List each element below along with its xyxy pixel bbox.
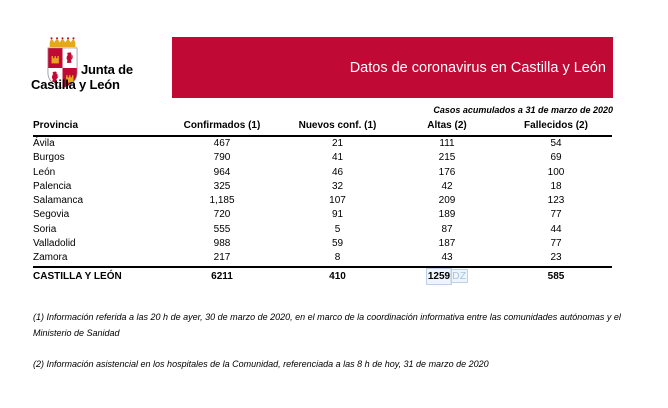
value-cell: 215: [438, 152, 456, 164]
value-cell: 988: [213, 238, 231, 250]
value-cell: 46: [331, 166, 344, 178]
footnotes: [33, 309, 623, 372]
table-row: [33, 166, 612, 180]
table-row: [33, 237, 612, 251]
value-cell: 100: [547, 166, 565, 178]
total-label-cell: CASTILLA Y LEÓN: [33, 267, 163, 284]
value-cell: 23: [550, 252, 562, 264]
banner: [172, 37, 613, 98]
table-row: [33, 194, 612, 208]
column-header: Confirmados (1): [163, 120, 281, 136]
value-cell: 42: [441, 180, 453, 192]
value-cell: 32: [331, 180, 344, 192]
table-row: [33, 251, 612, 266]
value-cell: 59: [331, 238, 344, 250]
value-cell: 189: [438, 209, 456, 221]
total-value-cell: 410: [281, 267, 394, 284]
value-cell: 325: [213, 180, 231, 192]
value-cell: 18: [550, 180, 562, 192]
value-cell: 123: [547, 195, 565, 207]
value-cell: 21: [331, 138, 344, 149]
table-row: [33, 208, 612, 222]
logo-text-line2: Castilla y León: [31, 77, 120, 92]
value-cell: 176: [438, 166, 456, 178]
value-cell: 107: [329, 195, 346, 207]
value-cell: 54: [550, 138, 562, 149]
column-header: Provincia: [33, 120, 163, 136]
table-header-row: [33, 120, 612, 136]
value-cell: 91: [331, 209, 344, 221]
column-header: Altas (2): [394, 120, 500, 136]
footnote-2: (2) Información asistencial en los hospitales de la Comunidad, referenciada a las 8 h de hoy, 31 de marzo de 2020: [33, 359, 489, 369]
total-row: [33, 267, 612, 284]
province-cell: León: [33, 166, 56, 178]
value-cell: 44: [550, 223, 562, 235]
table-row: [33, 180, 612, 194]
logo-text-line1: Junta de: [81, 62, 133, 77]
total-value-cell: 585: [500, 267, 612, 284]
value-cell: 69: [550, 152, 562, 164]
value-cell: 555: [213, 223, 231, 235]
value-cell: 41: [331, 152, 344, 164]
altas-total-value: 1259: [427, 270, 451, 282]
province-cell: Salamanca: [33, 195, 84, 207]
province-cell: Ávila: [33, 138, 55, 149]
value-cell: 1,185: [209, 195, 235, 207]
value-cell: 77: [550, 209, 562, 221]
province-cell: Soria: [33, 223, 57, 235]
province-cell: Segovia: [33, 209, 70, 221]
banner-title: Datos de coronavirus en Castilla y León: [349, 59, 606, 76]
province-cell: Zamora: [33, 252, 68, 264]
cases-table: [33, 120, 612, 284]
footnote-1: (1) Información referida a las 20 h de ayer, 30 de marzo de 2020, en el marco de la coordinación informativa entre las comunidades autónomas y el Ministerio de Sanidad: [33, 312, 621, 338]
table-row: [33, 136, 612, 151]
column-header: Nuevos conf. (1): [281, 120, 394, 136]
value-cell: 87: [441, 223, 453, 235]
column-header: Fallecidos (2): [500, 120, 612, 136]
value-cell: 217: [213, 252, 231, 264]
value-cell: 43: [441, 252, 453, 264]
value-cell: 467: [213, 138, 231, 149]
value-cell: 8: [334, 252, 341, 264]
value-cell: 790: [213, 152, 231, 164]
value-cell: 964: [213, 166, 231, 178]
value-cell: 111: [439, 138, 455, 149]
value-cell: 5: [334, 223, 341, 235]
total-value-cell: [394, 267, 500, 284]
value-cell: 209: [438, 195, 456, 207]
province-cell: Palencia: [33, 180, 72, 192]
value-cell: 187: [438, 238, 456, 250]
province-cell: Valladolid: [33, 238, 76, 250]
table-row: [33, 151, 612, 165]
total-value-cell: 6211: [163, 267, 281, 284]
watermark-text: DZ: [452, 269, 467, 282]
province-cell: Burgos: [33, 152, 65, 164]
junta-logo: [30, 36, 180, 98]
subtitle: Casos acumulados a 31 de marzo de 2020: [433, 105, 613, 115]
value-cell: 77: [550, 238, 562, 250]
value-cell: 720: [213, 209, 231, 221]
table-body: [33, 136, 612, 284]
table-row: [33, 223, 612, 237]
